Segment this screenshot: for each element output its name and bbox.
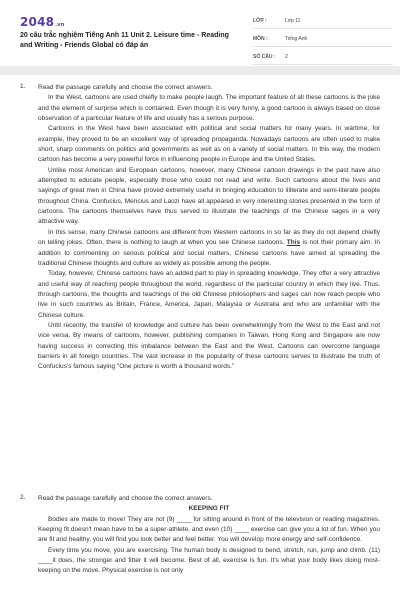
passage-paragraph: Cartoons in the West have been associated with political and social matters for many years. In wartime, for example, they proved to be an excellent way of spreading propaganda. Nowadays cartoons are often used to make short, sharp comments on politics and governments as well as on a variety of social matters. In this way, the modern cartoon has become a very powerful force in influencing people in Europe and the United States. xyxy=(38,125,380,164)
meta-value: Lớp 11 xyxy=(285,18,301,24)
question-number: 1. xyxy=(20,83,26,90)
question-2 xyxy=(20,494,380,577)
header xyxy=(0,0,400,64)
logo-suffix: .vn xyxy=(55,22,65,28)
question-number: 2. xyxy=(20,494,26,501)
meta-key: MÔN : xyxy=(253,36,268,42)
passage-paragraph: Bodies are made to move! They are not (9) ____ for sitting around in front of the television or reading magazines. Keeping fit doesn't mean have to be a super-athlete, and even (10) ____ exercise can give you a lot of fun. When you are fit and healthy, you will find you look better and feel better. You will develop more energy and self-confidence. xyxy=(38,515,380,544)
main-content xyxy=(0,75,400,600)
paragraph-text: is not their primary aim. In addition to commenting on serious political and social matters, Chinese cartoons have aimed at spreading the traditional Chinese thoughts and culture as widely as possible among the people. xyxy=(38,239,381,267)
passage-paragraph: Unlike most American and European cartoons, however, many Chinese cartoon drawings in the past have also attempted to educate people, especially those who could not read and write. Such cartoons about the lives and sayings of great men in China have proved extremely useful in bringing education to illiterate and semi-literate people throughout China. Confucius, Mencius and Laozi have all appeared in very interesting stories presented in the form of cartoons. The cartoons themselves have thus served to illustrate the teachings of the Chinese sages in a very attractive way. xyxy=(38,166,380,226)
question-1 xyxy=(20,83,380,373)
meta-row-class xyxy=(253,14,393,29)
question-body xyxy=(38,83,380,373)
paragraph-text: In this sense, many Chinese cartoons are different from Western cartoons in so far as they do not depend chiefly on telling jokes. Often, there is nothing to laugh at when you see Chinese cartoons. xyxy=(38,228,380,247)
passage-paragraph: Today, however, Chinese cartoons have an added part to play in spreading knowledge. They offer a very attractive and useful way of reaching people throughout the world, regardless of the particular country in which they live. Thus, through cartoons, the thoughts and teachings of the old Chinese philosophers and sages can now reach people who live in such countries as Britain, France, America, Japan, Malaysia or Australia and who are unfamiliar with the Chinese culture. xyxy=(38,270,380,319)
question-body xyxy=(38,494,380,577)
passage-paragraph: Until recently, the transfer of knowledge and culture has been overwhelmingly from the West to the East and not vice versa. By means of cartoons, however, publishing companies in Taiwan, Hong Kong and Singapore are now having success in correcting this imbalance between the East and the West. Cartoons can overcome language barriers in all foreign countries. The vast increase in the popularity of these cartoons serves to illustrate the truth of Confucius's famous saying "One picture is worth a thousand words." xyxy=(38,321,380,371)
passage-paragraph: In the West, cartoons are used chiefly to make people laugh. The important feature of all these cartoons is the joke and the element of surprise which is contained. Even though it is very funny, a good cartoon is always based on close observation of a particular feature of life and usually has a serious purpose. xyxy=(38,94,380,123)
question-instruction: Read the passage carefully and choose the correct answers. xyxy=(38,84,213,91)
question-instruction: Read the passage carefully and choose the correct answers. xyxy=(38,495,213,502)
passage-heading: KEEPING FIT xyxy=(188,505,230,513)
passage-paragraph: Every time you move, you are exercising. The human body is designed to bend, stretch, run, jump and climb. (11) ____it does, the stronger and fitter it will become. Best of all, exercise is fun. It's what your body likes doing most-keeping on the move. Physical exercise is not only xyxy=(38,546,380,575)
meta-key: SỐ CÂU : xyxy=(253,54,276,60)
section-divider xyxy=(0,66,400,75)
meta-value: 2 xyxy=(285,54,288,60)
logo-text: 2048 xyxy=(20,15,55,29)
site-logo[interactable] xyxy=(20,15,65,29)
passage-paragraph xyxy=(38,228,380,269)
meta-value: Tiếng Anh xyxy=(285,36,308,42)
meta-key: LỚP : xyxy=(253,18,267,24)
meta-info xyxy=(253,14,393,68)
meta-row-subject xyxy=(253,32,393,47)
highlighted-word: This xyxy=(286,239,301,247)
page-title: 20 câu trắc nghiệm Tiếng Anh 11 Unit 2. Leisure time - Reading and Writing - Friends Global có đáp án xyxy=(20,32,229,49)
meta-row-count xyxy=(253,50,393,65)
